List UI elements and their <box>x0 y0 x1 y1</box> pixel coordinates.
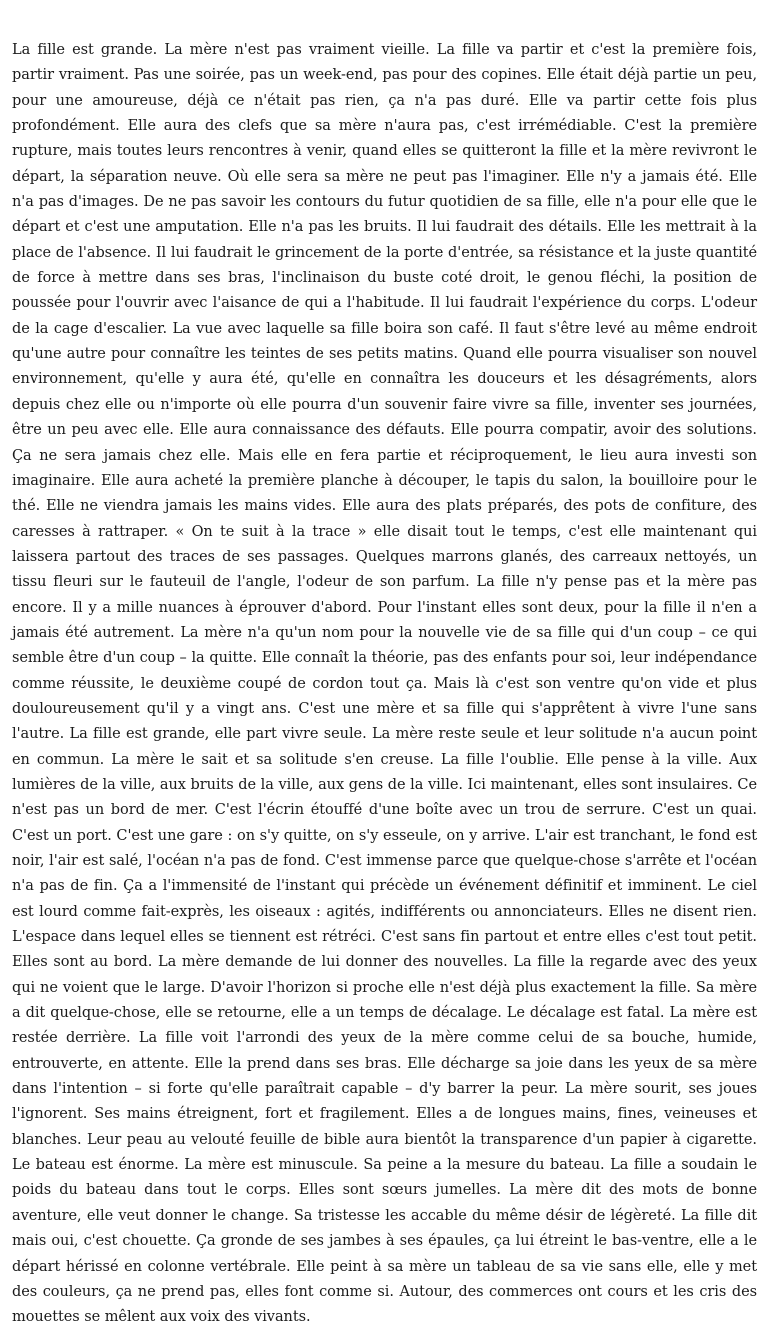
document-page <box>12 38 757 1331</box>
body-paragraph: La fille est grande. La mère n'est pas vraiment vieille. La fille va partir et c'est la première fois, partir vraiment. Pas une soirée, pas un week-end, pas pour des copines. Elle était déjà partie un peu, pour une amoureuse, déjà ce n'était pas rien, ça n'a pas duré. Elle va partir cette fois plus profondément. Elle aura des clefs que sa mère n'aura pas, c'est irrémédiable. C'est la première rupture, mais toutes leurs rencontres à venir, quand elles se quitteront la fille et la mère revivront le départ, la séparation neuve. Où elle sera sa mère ne peut pas l'imaginer. Elle n'y a jamais été. Elle n'a pas d'images. De ne pas savoir les contours du futur quotidien de sa fille, elle n'a pour elle que le départ et c'est une amputation. Elle n'a pas les bruits. Il lui faudrait des détails. Elle les mettrait à la place de l'absence. Il lui faudrait le grincement de la porte d'entrée, sa résistance et la juste quantité de force à mettre dans ses bras, l'inclinaison du buste coté droit, le genou fléchi, la position de poussée pour l'ouvrir avec l'aisance de qui a l'habitude. Il lui faudrait l'expérience du corps. L'odeur de la cage d'escalier. La vue avec laquelle sa fille boira son café. Il faut s'être levé au même endroit qu'une autre pour connaître les teintes de ses petits matins. Quand elle pourra visualiser son nouvel environnement, qu'elle y aura été, qu'elle en connaîtra les douceurs et les désagréments, alors depuis chez elle ou n'importe où elle pourra d'un souvenir faire vivre sa fille, inventer ses journées, être un peu avec elle. Elle aura connaissance des défauts. Elle pourra compatir, avoir des solutions. Ça ne sera jamais chez elle. Mais elle en fera partie et réciproquement, le lieu aura investi son imaginaire. Elle aura acheté la première planche à découper, le tapis du salon, la bouilloire pour le thé. Elle ne viendra jamais les mains vides. Elle aura des plats préparés, des pots de confiture, des caresses à rattraper. « On te suit à la trace » elle disait tout le temps, c'est elle maintenant qui laissera partout des traces de ses passages. Quelques marrons glanés, des carreaux nettoyés, un tissu fleuri sur le fauteuil de l'angle, l'odeur de son parfum. La fille n'y pense pas et la mère pas encore. Il y a mille nuances à éprouver d'abord. Pour l'instant elles sont deux, pour la fille il n'en a jamais été autrement. La mère n'a qu'un nom pour la nouvelle vie de sa fille qui d'un coup – ce qui semble être d'un coup – la quitte. Elle connaît la théorie, pas des enfants pour soi, leur indépendance comme réussite, le deuxième coupé de cordon tout ça. Mais là c'est son ventre qu'on vide et plus douloureusement qu'il y a vingt ans. C'est une mère et sa fille qui s'apprêtent à vivre l'une sans l'autre. La fille est grande, elle part vivre seule. La mère reste seule et leur solitude n'a aucun point en commun. La mère le sait et sa solitude s'en creuse. La fille l'oublie. Elle pense à la ville. Aux lumières de la ville, aux bruits de la ville, aux gens de la ville. Ici maintenant, elles sont insulaires. Ce n'est pas un bord de mer. C'est l'écrin étouffé d'une boîte avec un trou de serrure. C'est un quai. C'est un port. C'est une gare : on s'y quitte, on s'y esseule, on y arrive. L'air est tranchant, le fond est noir, l'air est salé, l'océan n'a pas de fond. C'est immense parce que quelque-chose s'arrête et l'océan n'a pas de fin. Ça a l'immensité de l'instant qui précède un événement définitif et imminent. Le ciel est lourd comme fait-exprès, les oiseaux : agités, indifférents ou annonciateurs. Elles ne disent rien. L'espace dans lequel elles se tiennent est rétréci. C'est sans fin partout et entre elles c'est tout petit. Elles sont au bord. La mère demande de lui donner des nouvelles. La fille la regarde avec des yeux qui ne voient que le large. D'avoir l'horizon si proche elle n'est déjà plus exactement la fille. Sa mère a dit quelque-chose, elle se retourne, elle a un temps de décalage. Le décalage est fatal. La mère est restée derrière. La fille voit l'arrondi des yeux de la mère comme celui de sa bouche, humide, entrouverte, en attente. Elle la prend dans ses bras. Elle décharge sa joie dans les yeux de sa mère dans l'intention – si forte qu'elle paraîtrait capable – d'y barrer la peur. La mère sourit, ses joues l'ignorent. Ses mains étreignent, fort et fragilement. Elles a de longues mains, fines, veineuses et blanches. Leur peau au velouté feuille de bible aura bientôt la transparence d'un papier à cigarette. Le bateau est énorme. La mère est minuscule. Sa peine a la mesure du bateau. La fille a soudain le poids du bateau dans tout le corps. Elles sont sœurs jumelles. La mère dit des mots de bonne aventure, elle veut donner le change. Sa tristesse les accable du même désir de légèreté. La fille dit mais oui, c'est chouette. Ça gronde de ses jambes à ses épaules, ça lui étreint le bas-ventre, elle a le départ hérissé en colonne vertébrale. Elle peint à sa mère un tableau de sa vie sans elle, elle y met des couleurs, ça ne prend pas, elles font comme si. Autour, des commerces ont cours et les cris des mouettes se mêlent aux voix des vivants. <box>12 42 757 1326</box>
